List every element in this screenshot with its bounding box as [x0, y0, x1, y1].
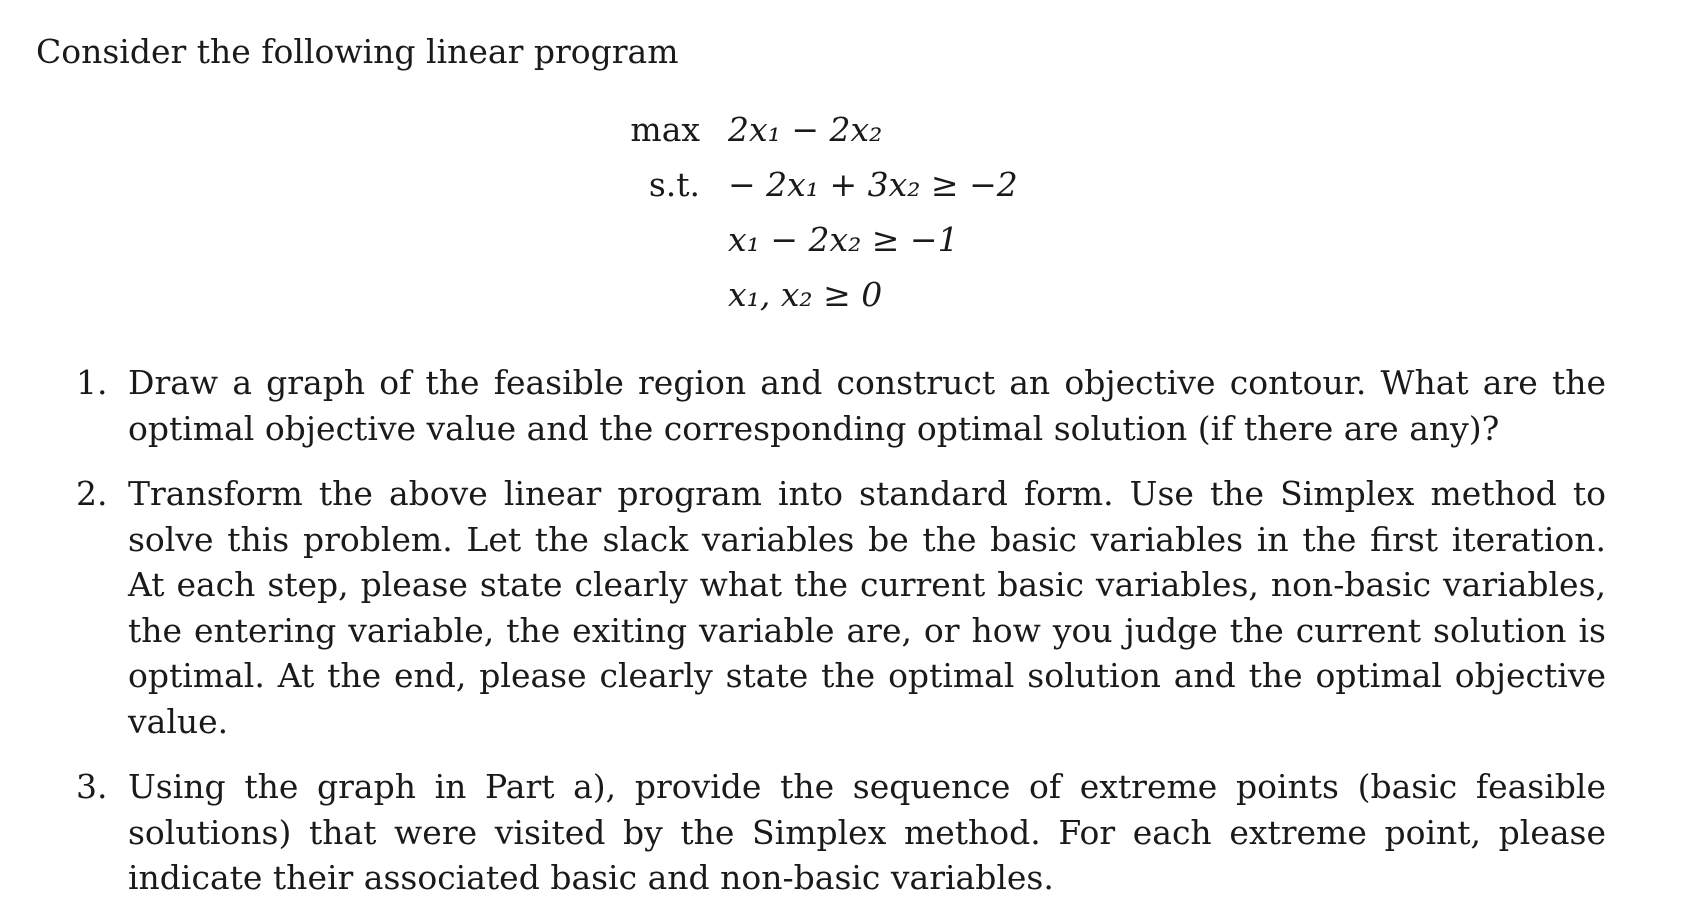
objective-expression: 2x₁ − 2x₂ — [728, 110, 883, 149]
constraint-row-3 — [600, 275, 1160, 330]
question-text: Using the graph in Part a), provide the sequence of extreme points (basic feasible solutions) that were visited by the Simplex method. For each extreme point, please indicate their associated basic and non-basic variables. — [128, 767, 1606, 897]
constraint-expression-1: − 2x₁ + 3x₂ ≥ −2 — [728, 165, 1018, 204]
question-number: 1. — [76, 363, 108, 402]
question-item-2 — [76, 471, 1606, 744]
linear-program — [600, 110, 1160, 330]
question-item-1 — [76, 360, 1606, 451]
nonnegativity-constraint: x₁, x₂ ≥ 0 — [728, 275, 883, 314]
question-item-3 — [76, 764, 1606, 901]
question-number: 2. — [76, 474, 108, 513]
intro-text: Consider the following linear program — [36, 32, 679, 71]
constraint-label: s.t. — [648, 165, 700, 204]
constraint-row-2 — [600, 220, 1160, 275]
question-text: Draw a graph of the feasible region and construct an objective contour. What are the optimal objective value and the corresponding optimal solution (if there are any)? — [128, 363, 1606, 448]
constraint-row-1 — [600, 165, 1160, 220]
objective-label: max — [630, 110, 700, 149]
question-list — [76, 360, 1606, 921]
question-text: Transform the above linear program into standard form. Use the Simplex method to solve this problem. Let the slack variables be the basic variables in the first iteration. At each step, please state clearly what the current basic variables, non-basic variables, the entering variable, the exiting variable are, or how you judge the current solution is optimal. At the end, please clearly state the optimal solution and the optimal objective value. — [128, 474, 1606, 741]
constraint-expression-2: x₁ − 2x₂ ≥ −1 — [728, 220, 959, 259]
objective-row — [600, 110, 1160, 165]
question-number: 3. — [76, 767, 108, 806]
